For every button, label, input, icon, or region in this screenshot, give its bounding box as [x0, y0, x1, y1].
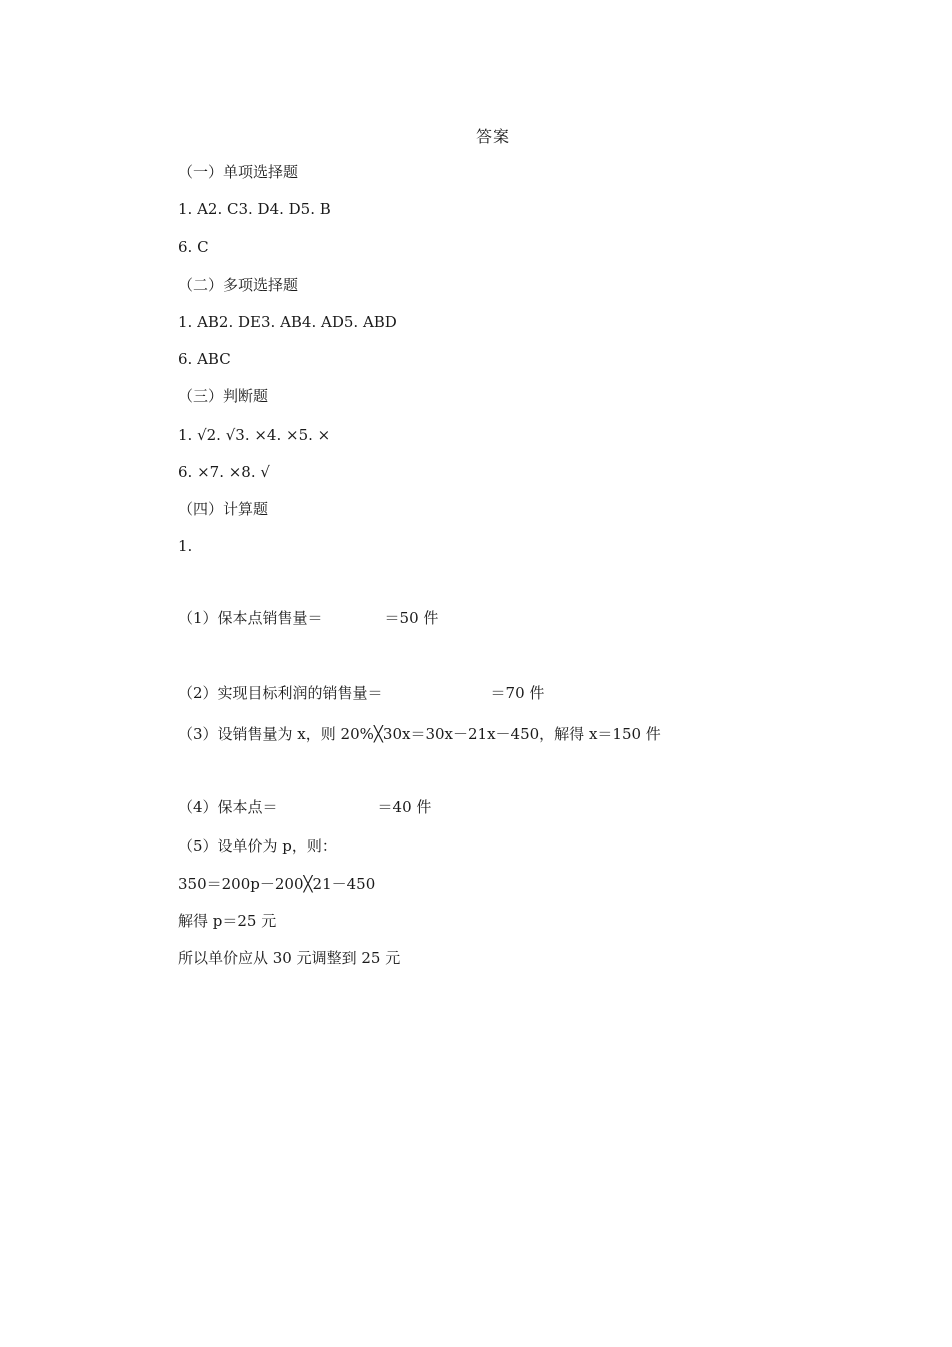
calculation-q2	[178, 683, 544, 703]
q2-label: （2）实现目标利润的销售量＝	[178, 684, 383, 702]
section-heading-true-false: （三）判断题	[178, 387, 269, 405]
q2-result: ＝70 件	[490, 684, 545, 702]
calculation-q1	[178, 608, 438, 628]
single-choice-answers-line-1: 1. A2. C3. D4. D5. B	[178, 200, 331, 218]
q4-label: （4）保本点＝	[178, 798, 278, 816]
single-choice-answers-line-2: 6. C	[178, 238, 209, 256]
section-heading-single-choice: （一）单项选择题	[178, 163, 299, 181]
q1-result: ＝50 件	[384, 609, 439, 627]
calculation-q5-conclusion: 所以单价应从 30 元调整到 25 元	[178, 949, 401, 967]
q1-label: （1）保本点销售量＝	[178, 609, 323, 627]
multiple-choice-answers-line-2: 6. ABC	[178, 350, 231, 368]
calculation-q5-intro: （5）设单价为 p，则：	[178, 837, 337, 855]
section-heading-multiple-choice: （二）多项选择题	[178, 276, 299, 294]
calculation-q5-solution: 解得 p＝25 元	[178, 912, 277, 930]
calculation-q3: （3）设销售量为 x，则 20%╳30x＝30x－21x－450，解得 x＝150 件	[178, 725, 661, 743]
section-heading-calculation: （四）计算题	[178, 500, 269, 518]
calculation-q5-equation: 350＝200p－200╳21－450	[178, 875, 376, 893]
q4-result: ＝40 件	[377, 798, 432, 816]
page-title: 答案	[475, 127, 510, 146]
multiple-choice-answers-line-1: 1. AB2. DE3. AB4. AD5. ABD	[178, 313, 397, 331]
calculation-item-number: 1.	[178, 537, 193, 555]
true-false-answers-line-2: 6. ×7. ×8. √	[178, 463, 270, 481]
true-false-answers-line-1: 1. √2. √3. ×4. ×5. ×	[178, 426, 331, 444]
calculation-q4	[178, 797, 431, 817]
